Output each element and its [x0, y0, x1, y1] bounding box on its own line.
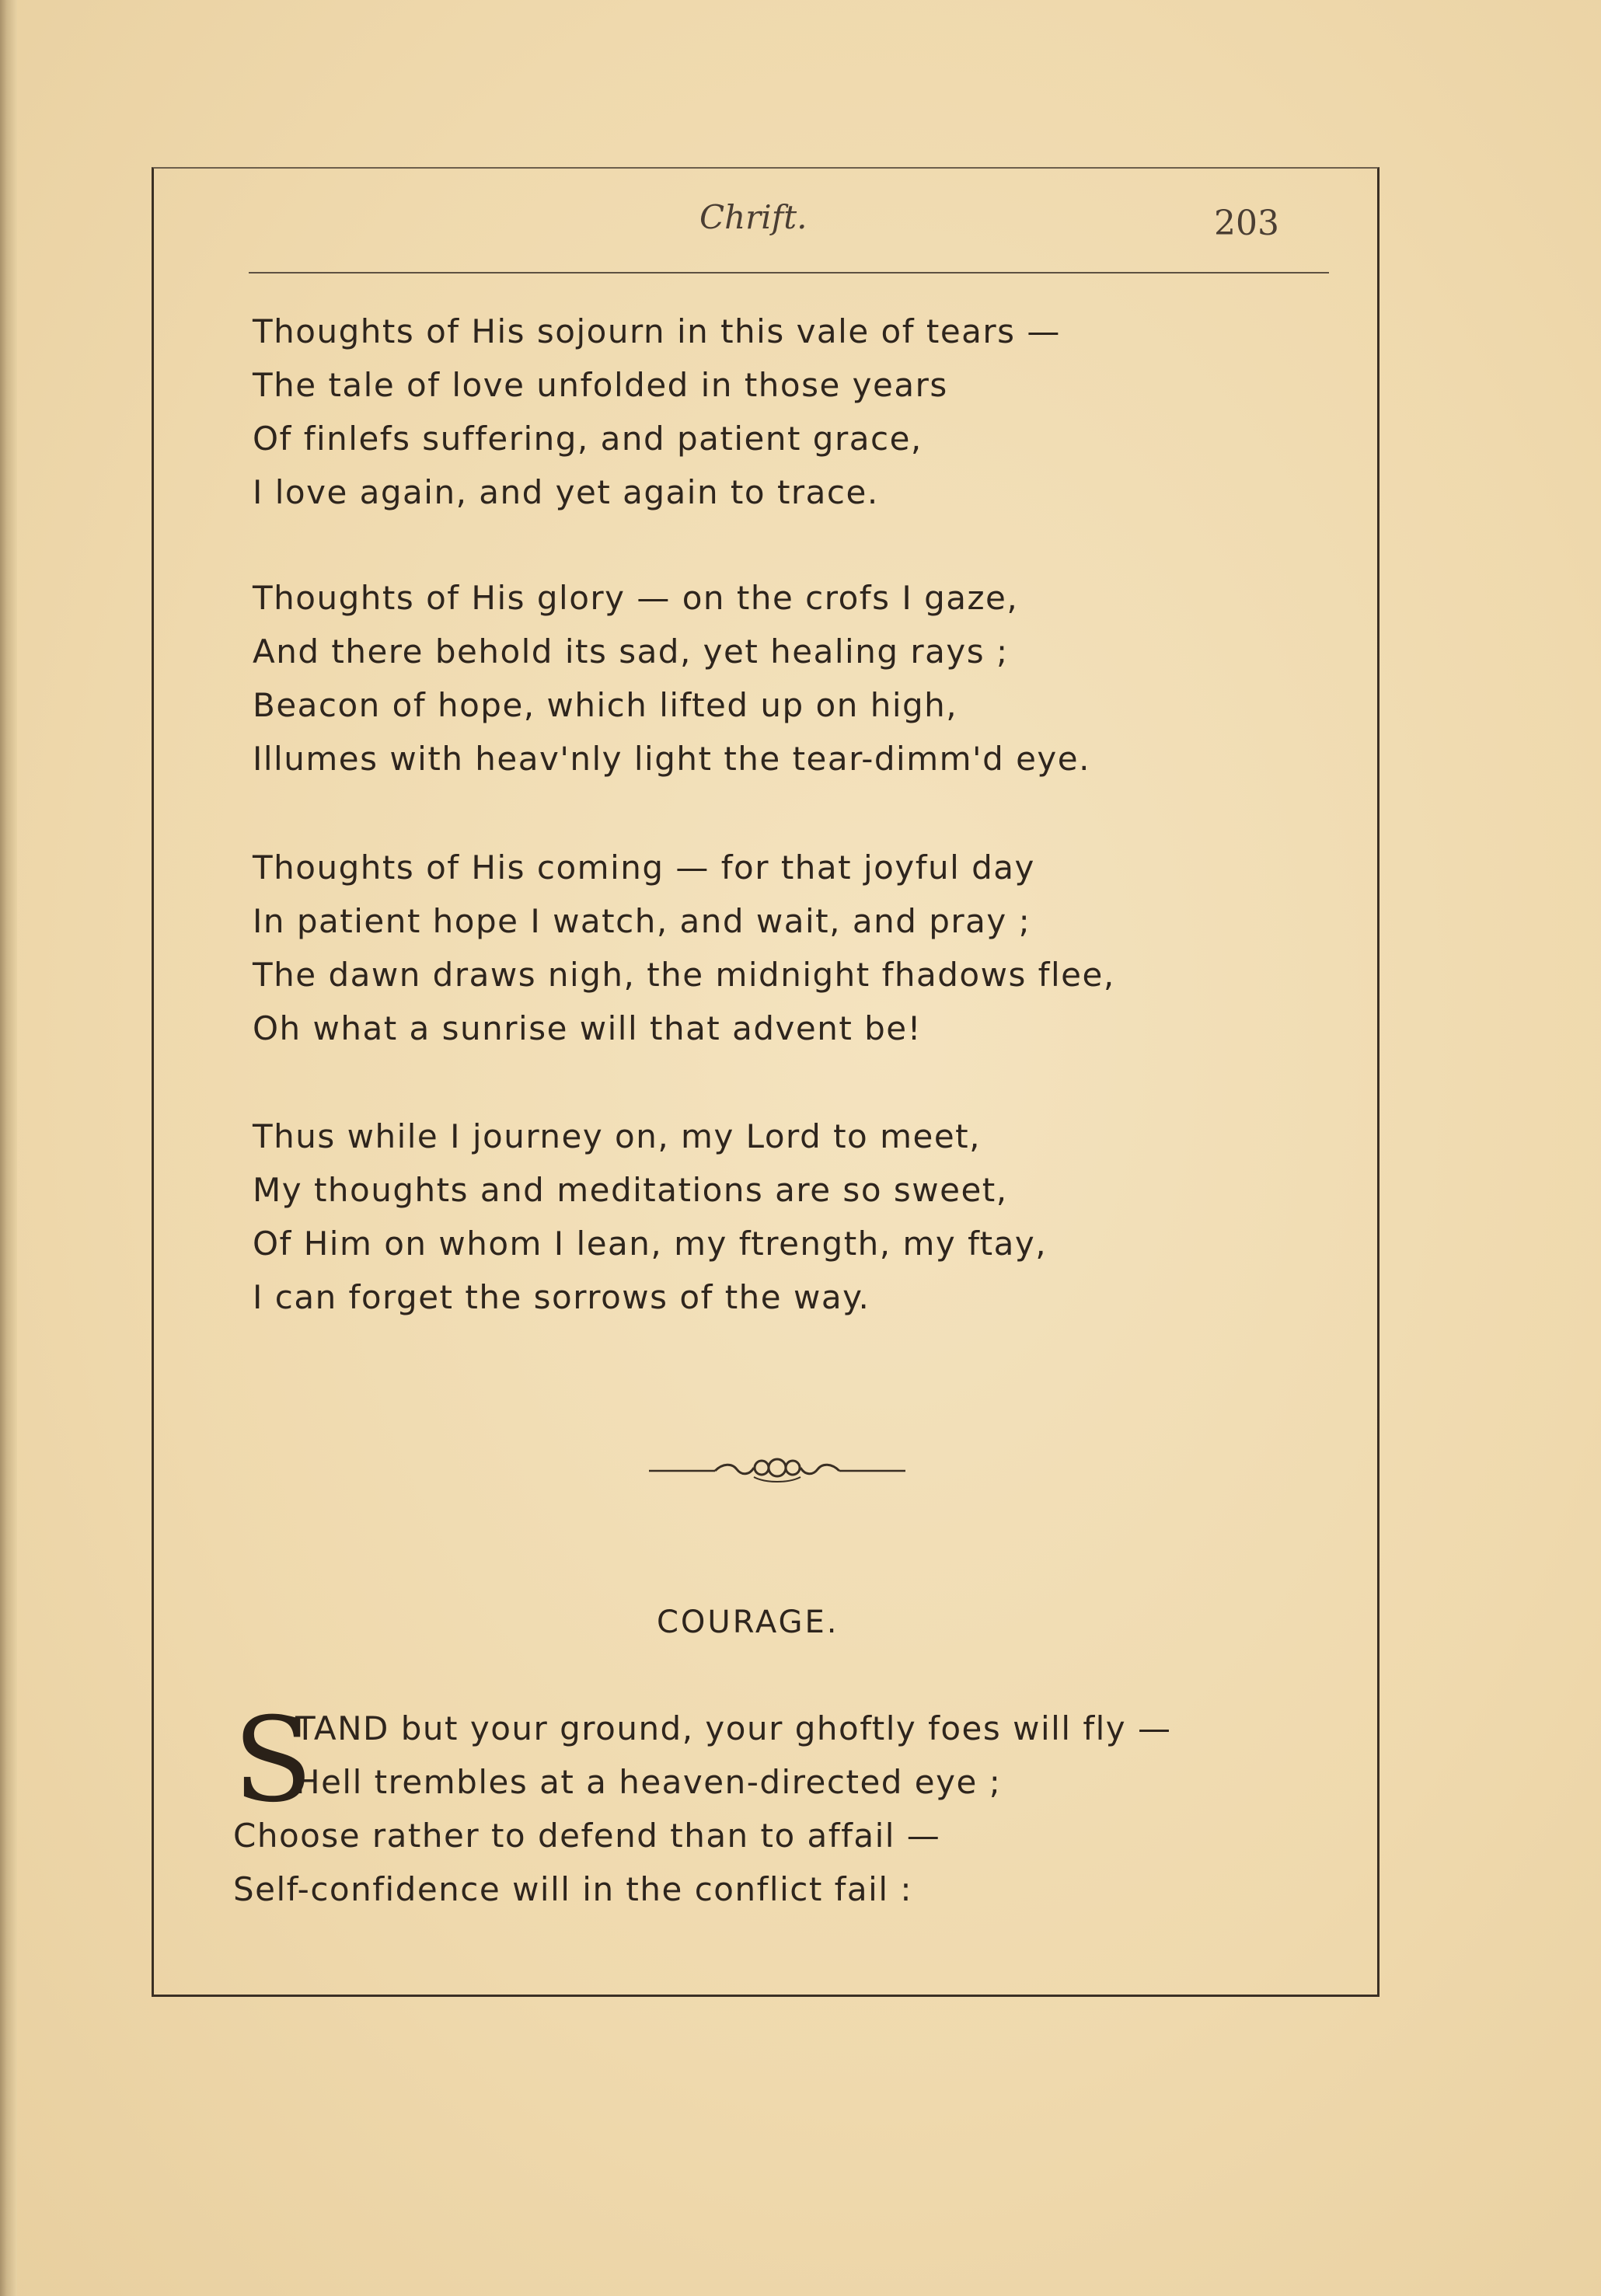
poem-line: Of Him on whom I lean, my ftrength, my ftay,	[253, 1225, 1048, 1263]
poem-line: Choose rather to defend than to affail —	[233, 1817, 941, 1855]
poem-line: Self-confidence will in the conflict fail :	[233, 1870, 913, 1908]
poem-line: Of finlefs suffering, and patient grace,	[253, 420, 923, 458]
poem-line: Thoughts of His coming — for that joyful day	[253, 848, 1035, 887]
poem-line: I can forget the sorrows of the way.	[253, 1278, 870, 1316]
poem-line: Beacon of hope, which lifted up on high,	[253, 686, 958, 724]
stanza-2	[253, 571, 1090, 786]
poem-line: Thoughts of His glory — on the crofs I gaze,	[253, 579, 1019, 617]
page-number: 203	[1214, 204, 1279, 243]
poem-line: The dawn draws nigh, the midnight fhadows flee,	[253, 956, 1115, 994]
poem-line: TAND but your ground, your ghoftly foes will fly —	[295, 1709, 1172, 1747]
drop-cap: S	[233, 1693, 313, 1828]
ornament-divider-icon	[645, 1449, 909, 1488]
poem-line: Illumes with heav'nly light the tear-dimm'd eye.	[253, 740, 1090, 778]
poem-line: Oh what a sunrise will that advent be!	[253, 1009, 922, 1047]
poem-line: Thoughts of His sojourn in this vale of tears —	[253, 312, 1061, 350]
binding-edge	[0, 0, 17, 2296]
poem-line: The tale of love unfolded in those years	[253, 366, 948, 404]
stanza-3	[253, 841, 1115, 1055]
poem-line: I love again, and yet again to trace.	[253, 473, 879, 511]
poem-line: My thoughts and meditations are so sweet,	[253, 1171, 1008, 1209]
poem-line: Thus while I journey on, my Lord to meet,	[253, 1117, 981, 1155]
courage-poem	[233, 1693, 1172, 1916]
poem-line: Hell trembles at a heaven-directed eye ;	[295, 1763, 1002, 1801]
poem-line: In patient hope I watch, and wait, and pray ;	[253, 902, 1031, 940]
poem-title: COURAGE.	[657, 1604, 839, 1640]
stanza-4	[253, 1110, 1047, 1324]
stanza-1	[253, 305, 1061, 519]
header-rule	[249, 272, 1329, 273]
poem-line: And there behold its sad, yet healing rays ;	[253, 632, 1009, 671]
running-head: Chrift.	[699, 198, 807, 236]
